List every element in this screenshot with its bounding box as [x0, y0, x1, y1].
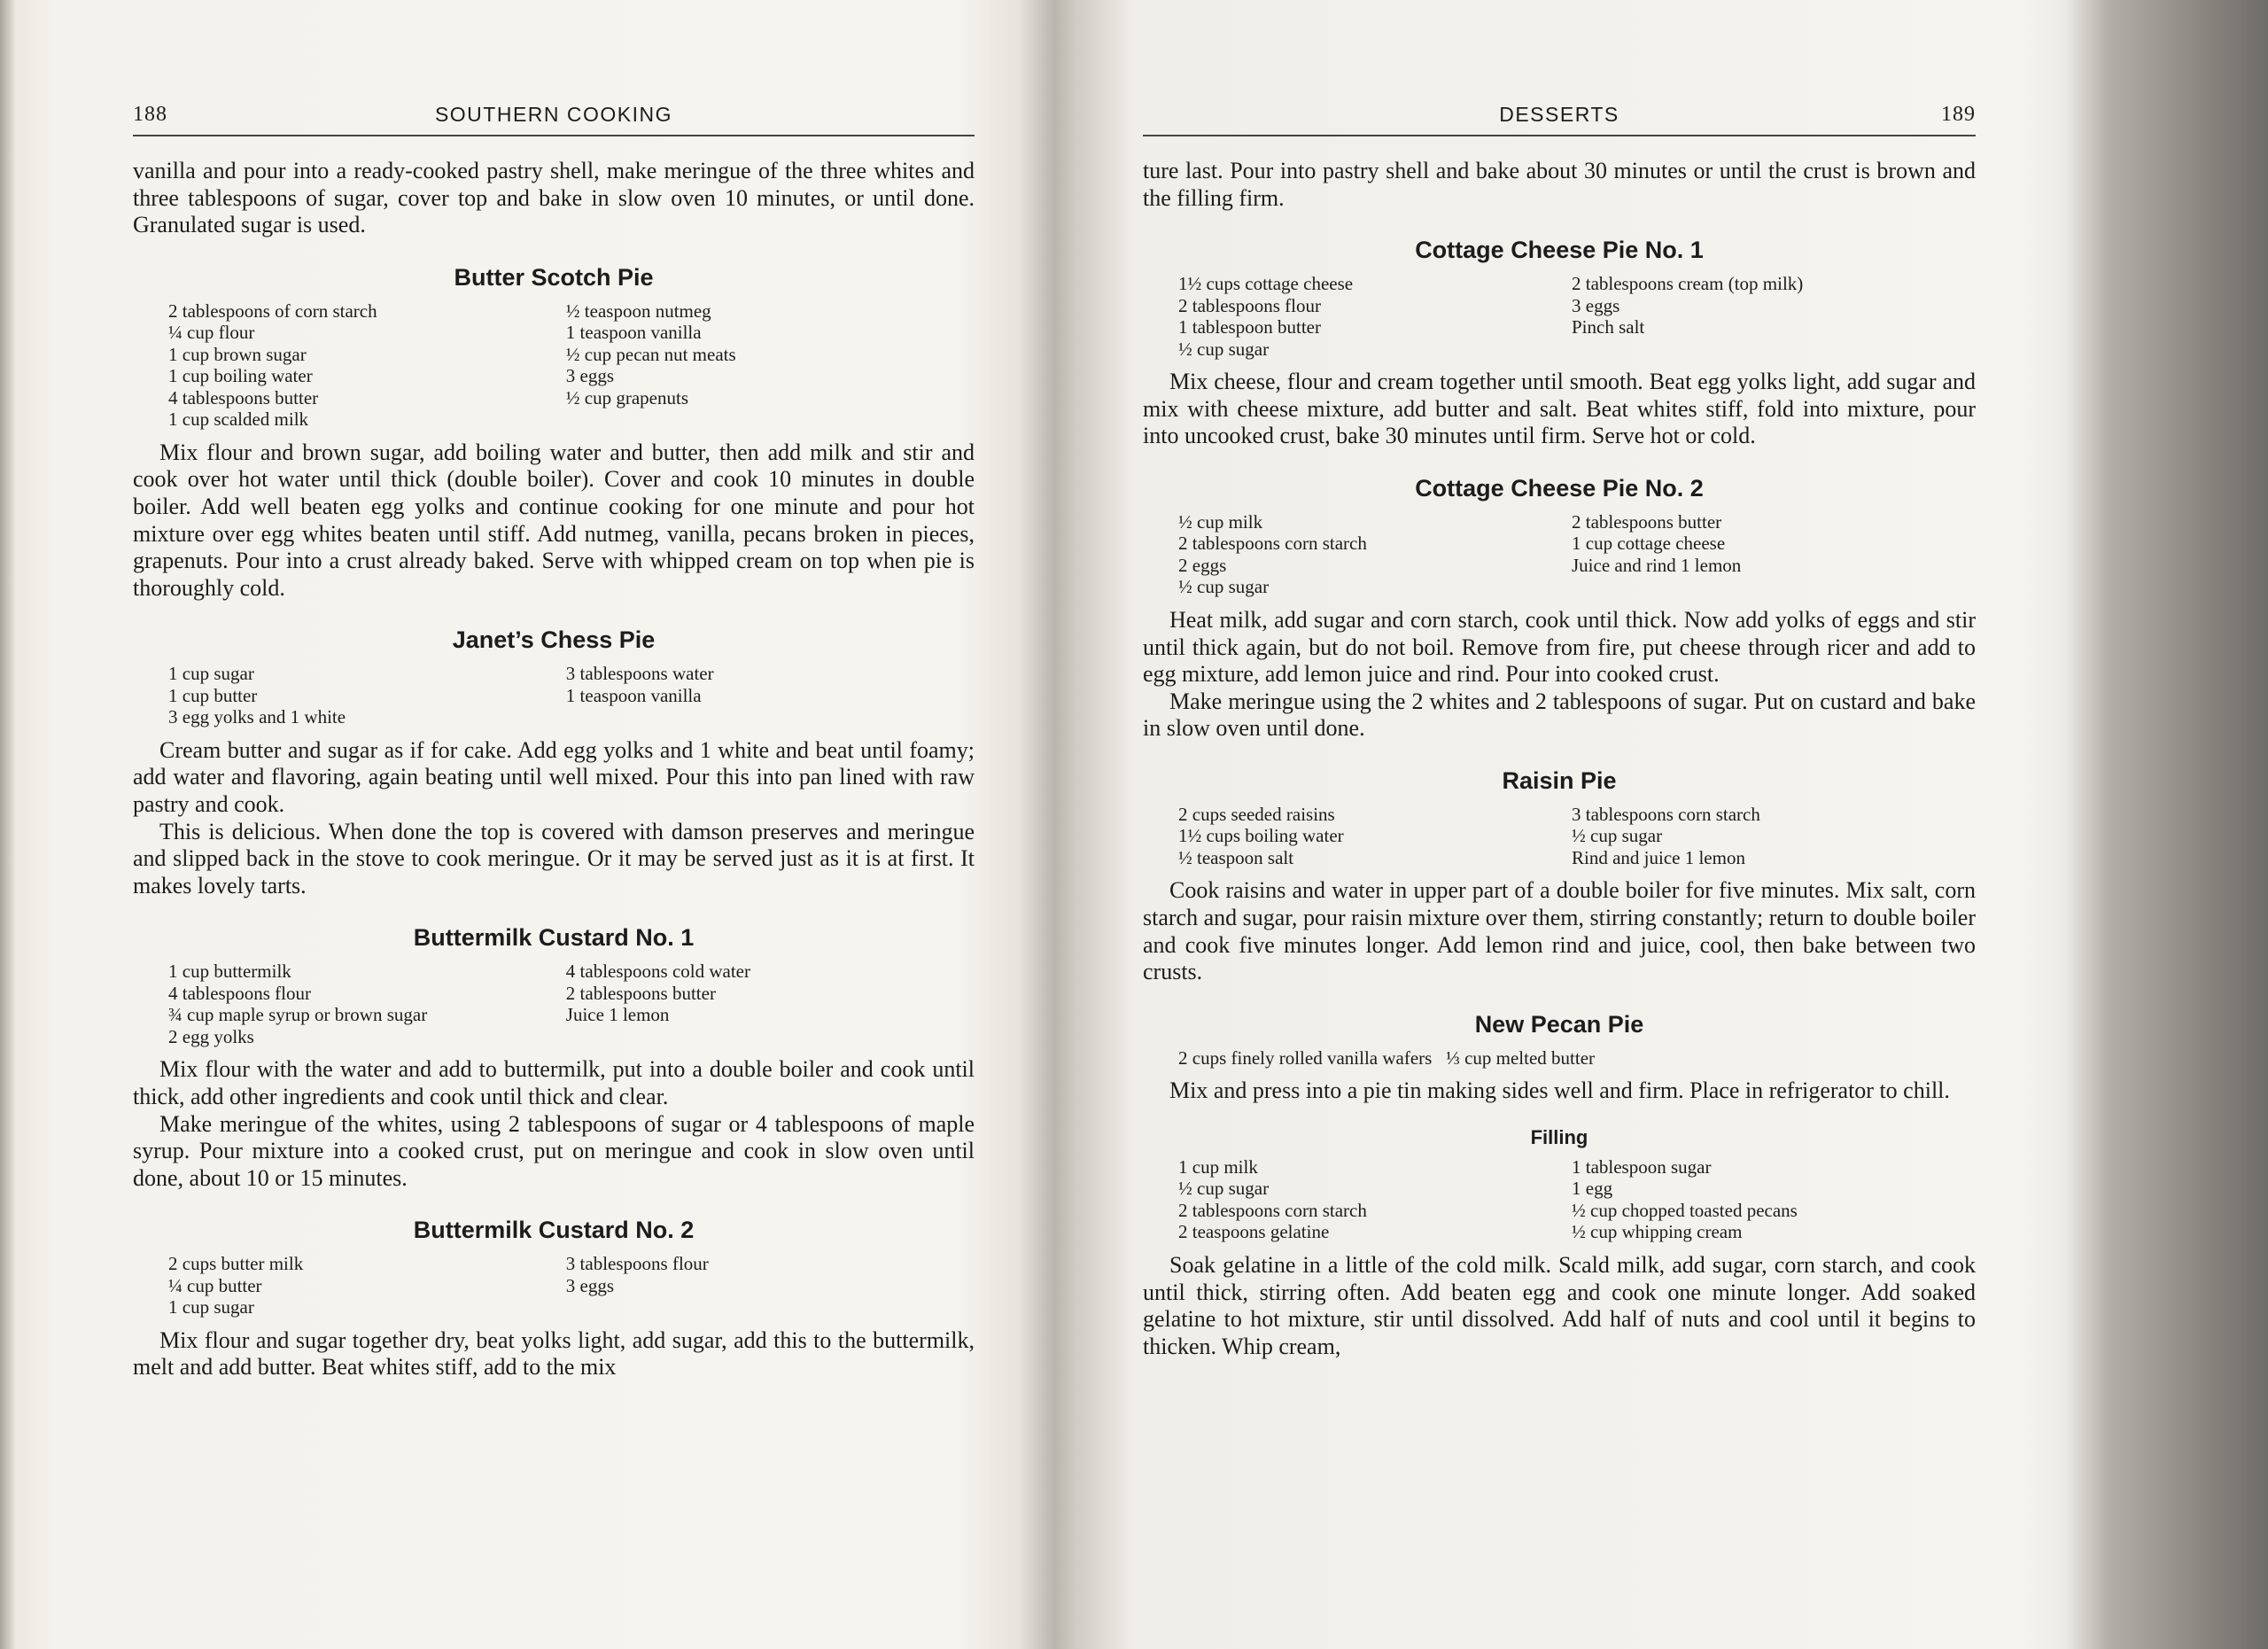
- ingredient-column: [555, 300, 953, 431]
- ingredient-item: 4 tablespoons flour: [168, 982, 311, 1004]
- ingredient-column: [168, 300, 555, 431]
- ingredient-item: 3 eggs: [1572, 294, 1620, 316]
- recipe-title: Butter Scotch Pie: [454, 263, 654, 291]
- ingredient-item: 2 tablespoons of corn starch: [168, 299, 377, 322]
- ingredient-item: ½ cup sugar: [1178, 576, 1270, 598]
- ingredient-list: [168, 663, 975, 728]
- ingredient-item: 1 teaspoon vanilla: [565, 684, 702, 706]
- ingredient-item: Pinch salt: [1572, 316, 1645, 338]
- ingredient-item: 1 teaspoon vanilla: [565, 322, 702, 344]
- ingredient-item: 2 egg yolks: [168, 1025, 254, 1047]
- method-paragraph: Mix flour with the water and add to buttermilk, put into a double boiler and cook until thick, add other ingredients and cook until thick and clear.: [133, 1056, 975, 1109]
- ingredient-item: ½ cup sugar: [1178, 1178, 1270, 1200]
- ingredient-item: 3 eggs: [565, 1274, 615, 1296]
- method-paragraph: Soak gelatine in a little of the cold milk. Scald milk, add sugar, corn starch, and cook until thick, stirring often. Add beaten egg and cook one minute longer. Add soaked gelatine to hot mixture, stir until dissolved. Add half of nuts and cool until it begins to thicken. Whip cream,: [1143, 1251, 1976, 1359]
- ingredient-item: 4 tablespoons cold water: [565, 961, 750, 983]
- page-header: DESSERTS: [1499, 103, 1619, 126]
- ingredient-item: 2 tablespoons cream (top milk): [1572, 273, 1804, 295]
- method-paragraph: Mix cheese, flour and cream together until smooth. Beat egg yolks light, add sugar and mix with cheese mixture, add butter and salt. Beat whites stiff, fold into mixture, pour into uncooked crust, bake 30 minutes until firm. Serve hot or cold.: [1143, 369, 1976, 449]
- ingredient-item: 1 tablespoon sugar: [1572, 1155, 1712, 1178]
- ingredient-item: ½ cup sugar: [1178, 338, 1270, 360]
- ingredient-item: 2 tablespoons corn starch: [1178, 1199, 1367, 1221]
- ingredient-item: 1 cup butter: [168, 684, 258, 706]
- ingredient-item: 2 eggs: [1178, 554, 1227, 576]
- ingredient-column: [168, 961, 555, 1047]
- ingredient-list: [168, 300, 975, 431]
- ingredient-item: 3 tablespoons water: [565, 663, 714, 685]
- method-paragraph: Mix flour and sugar together dry, beat yolks light, add sugar, add this to the buttermilk, melt and add butter. Beat whites stiff, add to the mix: [133, 1326, 975, 1381]
- ingredient-item: 2 tablespoons butter: [1572, 510, 1722, 533]
- ingredient-item: 1½ cups boiling water: [1178, 825, 1344, 847]
- ingredient-item: 1 cup sugar: [168, 663, 254, 685]
- page-header: SOUTHERN COOKING: [434, 103, 673, 126]
- ingredient-item: ½ cup grapenuts: [565, 386, 689, 408]
- ingredient-item: 3 tablespoons flour: [565, 1253, 709, 1275]
- ingredient-item: 2 cups seeded raisins: [1178, 803, 1335, 825]
- ingredient-item: ½ cup chopped toasted pecans: [1572, 1199, 1798, 1221]
- ingredient-item: 1 egg: [1572, 1178, 1613, 1200]
- ingredient-item: ½ cup pecan nut meats: [565, 343, 736, 365]
- recipe-title: Buttermilk Custard No. 1: [413, 924, 695, 952]
- method-paragraph: Make meringue using the 2 whites and 2 tablespoons of sugar. Put on custard and bake in slow oven until done.: [1143, 688, 1976, 742]
- ingredient-item: 1 tablespoon butter: [1178, 316, 1321, 338]
- ingredient-item: ½ cup milk: [1178, 510, 1263, 533]
- ingredient-item: 1 cup brown sugar: [168, 343, 307, 365]
- ingredient-item: 1 cup milk: [1178, 1155, 1258, 1178]
- ingredient-item: 1 cup boiling water: [168, 365, 313, 387]
- recipe-title: Cottage Cheese Pie No. 1: [1415, 237, 1704, 264]
- recipe-title: New Pecan Pie: [1474, 1010, 1644, 1038]
- ingredient-list: [1178, 511, 1976, 598]
- ingredient-column: [555, 961, 953, 1047]
- ingredient-item: ¼ cup flour: [168, 322, 255, 344]
- method-paragraph: Make meringue of the whites, using 2 tablespoons of sugar or 4 tablespoons of maple syrup. Pour mixture into a cooked crust, put on meringue and cook in slow oven until done, about 10 or 15 minutes.: [133, 1110, 975, 1191]
- ingredient-item: Rind and juice 1 lemon: [1572, 846, 1745, 868]
- ingredient-item: 2 cups butter milk: [168, 1253, 304, 1275]
- ingredient-column: [1561, 804, 1954, 869]
- left-page: [133, 0, 975, 1649]
- intro-paragraph: vanilla and pour into a ready-cooked pastry shell, make meringue of the three whites and three tablespoons of sugar, cover top and bake in slow oven 10 minutes, or until done. Granulated sugar is used.: [133, 158, 975, 238]
- ingredient-column: [1178, 804, 1561, 869]
- ingredient-item: 1 cup sugar: [168, 1296, 254, 1318]
- recipe-list: [1143, 237, 1976, 986]
- ingredient-list: [168, 961, 975, 1047]
- ingredient-column: [1561, 273, 1954, 360]
- ingredient-column: [1178, 511, 1561, 598]
- ingredient-item: Juice and rind 1 lemon: [1572, 554, 1742, 576]
- ingredient-list: [1178, 273, 1976, 360]
- ingredient-item: 2 tablespoons butter: [565, 982, 716, 1004]
- ingredient-item: 1 cup cottage cheese: [1572, 533, 1726, 555]
- ingredient-item: ½ cup sugar: [1572, 825, 1663, 847]
- header-rule: [133, 135, 975, 136]
- ingredient-line: 2 cups finely rolled vanilla wafers ⅓ cup melted butter: [1178, 1046, 1596, 1069]
- ingredient-item: 2 tablespoons flour: [1178, 294, 1321, 316]
- right-page: [1143, 0, 1976, 1649]
- intro-paragraph: ture last. Pour into pastry shell and bake about 30 minutes or until the crust is brown and the filling firm.: [1143, 158, 1976, 211]
- ingredient-column: [1178, 1156, 1561, 1243]
- running-head: [133, 103, 975, 133]
- page-number: 188: [133, 103, 167, 126]
- recipe-title: Cottage Cheese Pie No. 2: [1415, 474, 1704, 502]
- ingredient-column: [555, 1253, 953, 1318]
- recipe-title: Janet’s Chess Pie: [452, 626, 656, 654]
- ingredient-item: 3 eggs: [565, 365, 615, 387]
- header-rule: [1143, 135, 1976, 136]
- ingredient-item: ¾ cup maple syrup or brown sugar: [168, 1004, 428, 1026]
- method-paragraph: This is delicious. When done the top is covered with damson preserves and meringue and slipped back in the stove to cook meringue. Or it may be served just as it is at first. It makes lovely tarts.: [133, 818, 975, 898]
- method-paragraph: Mix flour and brown sugar, add boiling water and butter, then add milk and stir and cook over hot water until thick (double boiler). Cover and cook 10 minutes in double boiler. Add well beaten egg yolks and continue cooking for one minute and pour hot mixture over egg whites beaten until stiff. Add nutmeg, vanilla, pecans broken in pieces, grapenuts. Pour into a crust already baked. Serve with whipped cream on top when pie is thoroughly cold.: [133, 439, 975, 601]
- ingredient-item: ½ cup whipping cream: [1572, 1221, 1743, 1243]
- ingredient-item: 1 cup scalded milk: [168, 408, 309, 431]
- ingredient-item: ¼ cup butter: [168, 1274, 262, 1296]
- ingredient-item: ½ teaspoon nutmeg: [565, 299, 711, 322]
- ingredient-list: [168, 1253, 975, 1318]
- ingredient-item: ½ teaspoon salt: [1178, 846, 1294, 868]
- running-head: [1143, 103, 1976, 133]
- page-number: 189: [1941, 103, 1976, 126]
- ingredient-column: [555, 663, 953, 728]
- ingredient-column: [168, 1253, 555, 1318]
- method-paragraph: Cream butter and sugar as if for cake. Add egg yolks and 1 white and beat until foamy; add water and flavoring, again beating until well mixed. Pour this into pan lined with raw pastry and cook.: [133, 736, 975, 818]
- recipe-title: Raisin Pie: [1502, 766, 1617, 794]
- ingredient-item: 3 tablespoons corn starch: [1572, 803, 1760, 825]
- ingredient-list: [1178, 1156, 1976, 1243]
- subsection-title: Filling: [1530, 1125, 1588, 1148]
- ingredient-column: [168, 663, 555, 728]
- method-paragraph: Heat milk, add sugar and corn starch, cook until thick. Now add yolks of eggs and stir until thick again, but do not boil. Remove from fire, put cheese through ricer and add to egg mixture, add lemon juice and rind. Pour into cooked crust.: [1143, 606, 1976, 688]
- ingredient-item: Juice 1 lemon: [565, 1004, 670, 1026]
- method-paragraph: Cook raisins and water in upper part of a double boiler for five minutes. Mix salt, corn starch and sugar, pour raisin mixture over them, stirring constantly; return to double boiler and cook five minutes longer. Add lemon rind and juice, cool, then bake between two crusts.: [1143, 877, 1976, 985]
- ingredient-item: 3 egg yolks and 1 white: [168, 706, 346, 728]
- ingredient-column: [1561, 1156, 1954, 1243]
- recipe-title: Buttermilk Custard No. 2: [413, 1217, 695, 1244]
- ingredient-item: 2 teaspoons gelatine: [1178, 1221, 1330, 1243]
- ingredient-item: 1 cup buttermilk: [168, 961, 291, 983]
- ingredient-item: 1½ cups cottage cheese: [1178, 273, 1354, 295]
- ingredient-item: 4 tablespoons butter: [168, 386, 319, 408]
- ingredient-column: [1178, 273, 1561, 360]
- method-paragraph: Mix and press into a pie tin making sides well and firm. Place in refrigerator to chill.: [1169, 1077, 1950, 1104]
- recipe-list: [133, 264, 975, 1381]
- ingredient-column: [1561, 511, 1954, 598]
- ingredient-item: 2 tablespoons corn starch: [1178, 533, 1367, 555]
- ingredient-list: [1178, 804, 1976, 869]
